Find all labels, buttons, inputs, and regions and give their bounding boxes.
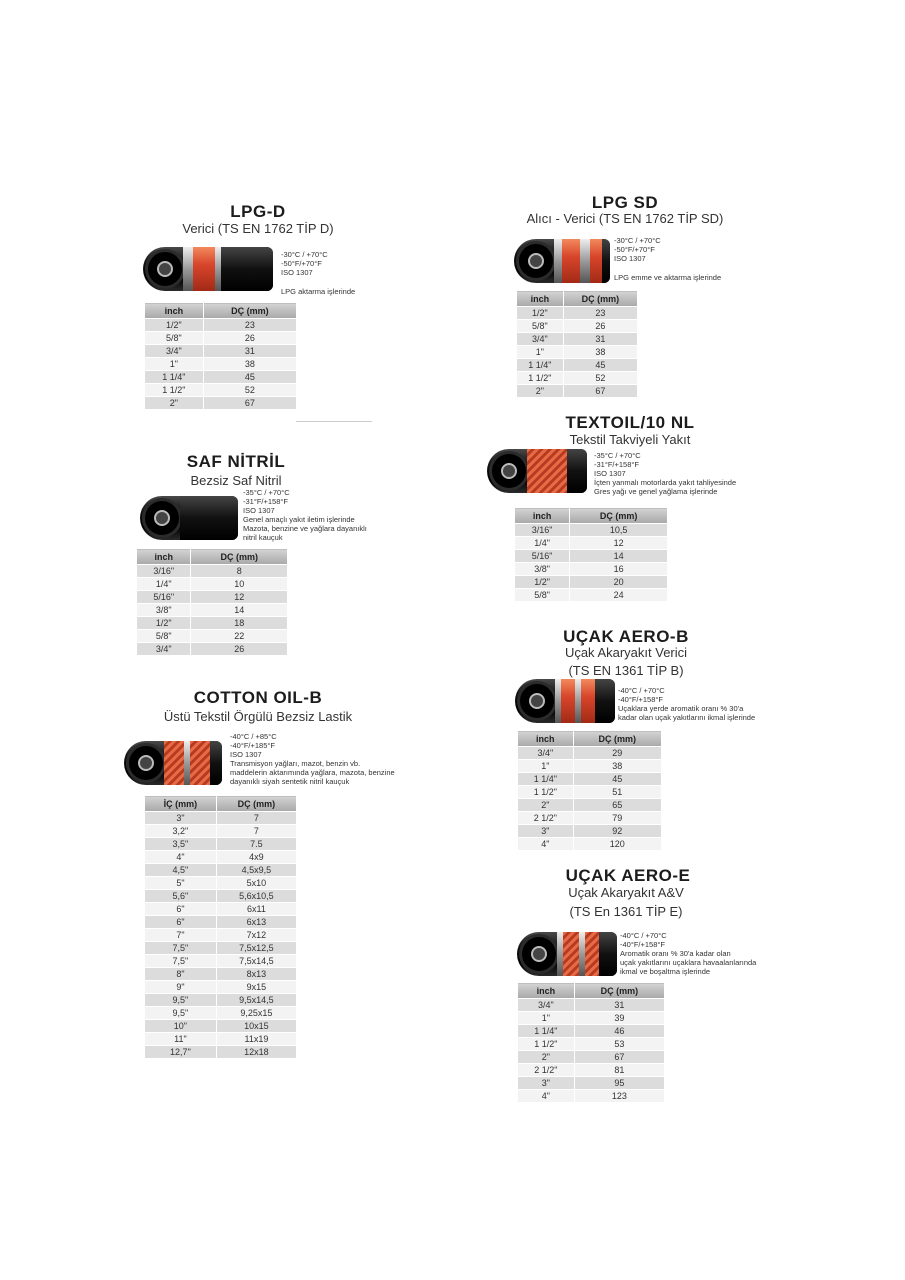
textoil-hose-image bbox=[487, 449, 587, 493]
table-row bbox=[518, 1064, 665, 1077]
size-cell: 1" bbox=[518, 1012, 575, 1025]
cotton-oil-table bbox=[144, 795, 297, 1059]
table-row bbox=[145, 1046, 297, 1059]
outer-diameter-cell: 95 bbox=[574, 1077, 664, 1090]
size-cell: 1 1/4" bbox=[517, 359, 564, 372]
table-row bbox=[145, 929, 297, 942]
size-cell: 3" bbox=[518, 1077, 575, 1090]
size-cell: 5/16" bbox=[137, 591, 191, 604]
table-row bbox=[137, 604, 288, 617]
cotton-oil-hose-image bbox=[124, 741, 222, 785]
size-cell: 1 1/2" bbox=[518, 786, 574, 799]
outer-diameter-cell: 9,25x15 bbox=[216, 1007, 296, 1020]
size-cell: 1" bbox=[517, 346, 564, 359]
size-cell: 3/4" bbox=[137, 643, 191, 656]
size-cell: 1 1/2" bbox=[517, 372, 564, 385]
table-row bbox=[137, 578, 288, 591]
column-header-size: inch bbox=[515, 508, 570, 524]
size-cell: 4" bbox=[518, 838, 574, 851]
lpg-sd-hose-image bbox=[514, 239, 610, 283]
lpg-sd-specs: -30°C / +70°C -50°F/+70°F ISO 1307 bbox=[614, 236, 661, 263]
table-row bbox=[518, 1051, 665, 1064]
outer-diameter-cell: 67 bbox=[574, 1051, 664, 1064]
table-row bbox=[517, 307, 638, 320]
table-row bbox=[145, 890, 297, 903]
table-row bbox=[145, 955, 297, 968]
lpg-sd-usage: LPG emme ve aktarma işlerinde bbox=[614, 273, 722, 282]
size-cell: 3,5" bbox=[145, 838, 217, 851]
outer-diameter-cell: 7,5x12,5 bbox=[216, 942, 296, 955]
textoil-subtitle: Tekstil Takviyeli Yakıt bbox=[569, 432, 691, 447]
table-row bbox=[515, 537, 668, 550]
outer-diameter-cell: 123 bbox=[574, 1090, 664, 1103]
aero-b-hose-image bbox=[515, 679, 615, 723]
outer-diameter-cell: 45 bbox=[573, 773, 661, 786]
table-row bbox=[137, 630, 288, 643]
size-cell: 7,5" bbox=[145, 955, 217, 968]
outer-diameter-cell: 24 bbox=[570, 589, 668, 602]
size-cell: 5" bbox=[145, 877, 217, 890]
size-cell: 1 1/2" bbox=[145, 384, 204, 397]
table-row bbox=[145, 1020, 297, 1033]
outer-diameter-cell: 38 bbox=[573, 760, 661, 773]
outer-diameter-cell: 26 bbox=[203, 332, 296, 345]
column-header-outer-diameter: DÇ (mm) bbox=[563, 291, 637, 307]
outer-diameter-cell: 26 bbox=[563, 320, 637, 333]
outer-diameter-cell: 92 bbox=[573, 825, 661, 838]
size-cell: 8" bbox=[145, 968, 217, 981]
table-header-row bbox=[137, 549, 288, 565]
size-cell: 2" bbox=[517, 385, 564, 398]
size-cell: 4" bbox=[518, 1090, 575, 1103]
outer-diameter-cell: 16 bbox=[570, 563, 668, 576]
table-row bbox=[518, 799, 662, 812]
table-row bbox=[145, 384, 297, 397]
table-row bbox=[517, 333, 638, 346]
table-row bbox=[145, 916, 297, 929]
table-row bbox=[145, 1007, 297, 1020]
outer-diameter-cell: 51 bbox=[573, 786, 661, 799]
outer-diameter-cell: 6x13 bbox=[216, 916, 296, 929]
textoil-specs: -35°C / +70°C -31°F/+158°F ISO 1307 İçten yanmalı motorlarda yakıt tahliyesinde Gres yağı ve genel yağlama işlerinde bbox=[594, 451, 737, 496]
outer-diameter-cell: 18 bbox=[191, 617, 288, 630]
outer-diameter-cell: 7x12 bbox=[216, 929, 296, 942]
table-row bbox=[517, 359, 638, 372]
table-row bbox=[145, 851, 297, 864]
outer-diameter-cell: 14 bbox=[191, 604, 288, 617]
table-row bbox=[518, 838, 662, 851]
saf-nitril-table bbox=[136, 548, 288, 656]
column-header-outer-diameter: DÇ (mm) bbox=[203, 303, 296, 319]
table-row bbox=[145, 812, 297, 825]
table-row bbox=[137, 591, 288, 604]
outer-diameter-cell: 22 bbox=[191, 630, 288, 643]
table-header-row bbox=[518, 983, 665, 999]
outer-diameter-cell: 31 bbox=[203, 345, 296, 358]
column-header-outer-diameter: DÇ (mm) bbox=[570, 508, 668, 524]
column-header-outer-diameter: DÇ (mm) bbox=[573, 731, 661, 747]
outer-diameter-cell: 12 bbox=[570, 537, 668, 550]
aero-e-table bbox=[517, 982, 665, 1103]
column-header-outer-diameter: DÇ (mm) bbox=[216, 796, 296, 812]
size-cell: 4,5" bbox=[145, 864, 217, 877]
table-row bbox=[517, 346, 638, 359]
column-header-size: inch bbox=[137, 549, 191, 565]
outer-diameter-cell: 8 bbox=[191, 565, 288, 578]
table-row bbox=[145, 345, 297, 358]
size-cell: 1 1/2" bbox=[518, 1038, 575, 1051]
outer-diameter-cell: 120 bbox=[573, 838, 661, 851]
table-row bbox=[518, 773, 662, 786]
size-cell: 5/8" bbox=[145, 332, 204, 345]
outer-diameter-cell: 81 bbox=[574, 1064, 664, 1077]
table-row bbox=[518, 1090, 665, 1103]
column-header-size: inch bbox=[518, 731, 574, 747]
outer-diameter-cell: 26 bbox=[191, 643, 288, 656]
table-row bbox=[145, 332, 297, 345]
saf-nitril-specs: -35°C / +70°C -31°F/+158°F ISO 1307 Genel amaçlı yakıt iletim işlerinde Mazota, benzine ve yağlara dayanıklı nitril kauçuk bbox=[243, 488, 367, 542]
outer-diameter-cell: 7.5 bbox=[216, 838, 296, 851]
size-cell: 3/8" bbox=[515, 563, 570, 576]
table-header-row bbox=[145, 796, 297, 812]
aero-b-specs: -40°C / +70°C -40°F/+158°F Uçaklara yerde aromatik oranı % 30'a kadar olan uçak yakıtlarını ikmal işlerinde bbox=[618, 686, 756, 722]
outer-diameter-cell: 10,5 bbox=[570, 524, 668, 537]
outer-diameter-cell: 8x13 bbox=[216, 968, 296, 981]
saf-nitril-title: SAF NİTRİL bbox=[186, 452, 286, 471]
outer-diameter-cell: 4x9 bbox=[216, 851, 296, 864]
outer-diameter-cell: 45 bbox=[203, 371, 296, 384]
table-header-row bbox=[515, 508, 668, 524]
size-cell: 1/4" bbox=[515, 537, 570, 550]
size-cell: 5/8" bbox=[517, 320, 564, 333]
table-row bbox=[145, 319, 297, 332]
outer-diameter-cell: 67 bbox=[563, 385, 637, 398]
aero-e-title: UÇAK AERO-E bbox=[565, 866, 691, 885]
table-row bbox=[145, 981, 297, 994]
table-row bbox=[518, 999, 665, 1012]
size-cell: 3/4" bbox=[518, 747, 574, 760]
table-row bbox=[145, 358, 297, 371]
size-cell: 9" bbox=[145, 981, 217, 994]
table-header-row bbox=[517, 291, 638, 307]
cotton-oil-specs: -40°C / +85°C -40°F/+185°F ISO 1307 Transmisyon yağları, mazot, benzin vb. maddelerin aktarımında yağlara, mazota, benzine dayanıklı siyah sentetik nitril kauçuk bbox=[230, 732, 395, 786]
lpg-sd-title: LPG SD bbox=[591, 193, 659, 212]
size-cell: 6" bbox=[145, 916, 217, 929]
size-cell: 3/16" bbox=[137, 565, 191, 578]
table-row bbox=[515, 589, 668, 602]
size-cell: 3/16" bbox=[515, 524, 570, 537]
size-cell: 5/8" bbox=[515, 589, 570, 602]
size-cell: 1 1/4" bbox=[518, 773, 574, 786]
textoil-table bbox=[514, 507, 668, 602]
table-row bbox=[518, 747, 662, 760]
cotton-oil-subtitle: Üstü Tekstil Örgülü Bezsiz Lastik bbox=[163, 709, 353, 724]
divider bbox=[296, 421, 372, 422]
saf-nitril-hose-image bbox=[140, 496, 238, 540]
table-row bbox=[145, 371, 297, 384]
outer-diameter-cell: 10 bbox=[191, 578, 288, 591]
table-row bbox=[145, 994, 297, 1007]
size-cell: 3/4" bbox=[518, 999, 575, 1012]
column-header-size: İÇ (mm) bbox=[145, 796, 217, 812]
size-cell: 3/4" bbox=[145, 345, 204, 358]
size-cell: 1" bbox=[518, 760, 574, 773]
table-row bbox=[145, 825, 297, 838]
outer-diameter-cell: 31 bbox=[574, 999, 664, 1012]
outer-diameter-cell: 6x11 bbox=[216, 903, 296, 916]
size-cell: 2" bbox=[518, 799, 574, 812]
table-row bbox=[137, 643, 288, 656]
table-row bbox=[518, 812, 662, 825]
outer-diameter-cell: 7 bbox=[216, 812, 296, 825]
outer-diameter-cell: 38 bbox=[563, 346, 637, 359]
lpg-d-usage: LPG aktarma işlerinde bbox=[281, 287, 356, 296]
table-row bbox=[145, 838, 297, 851]
outer-diameter-cell: 20 bbox=[570, 576, 668, 589]
table-row bbox=[518, 1025, 665, 1038]
outer-diameter-cell: 9x15 bbox=[216, 981, 296, 994]
outer-diameter-cell: 12x18 bbox=[216, 1046, 296, 1059]
table-row bbox=[145, 1033, 297, 1046]
textoil-title: TEXTOIL/10 NL bbox=[565, 413, 695, 432]
table-row bbox=[145, 942, 297, 955]
size-cell: 12,7" bbox=[145, 1046, 217, 1059]
lpg-sd-subtitle: Alıcı - Verici (TS EN 1762 TİP SD) bbox=[526, 211, 724, 226]
outer-diameter-cell: 7 bbox=[216, 825, 296, 838]
outer-diameter-cell: 10x15 bbox=[216, 1020, 296, 1033]
table-row bbox=[145, 397, 297, 410]
lpg-d-table bbox=[144, 302, 297, 410]
size-cell: 2" bbox=[145, 397, 204, 410]
outer-diameter-cell: 12 bbox=[191, 591, 288, 604]
outer-diameter-cell: 31 bbox=[563, 333, 637, 346]
cotton-oil-title: COTTON OIL-B bbox=[193, 688, 323, 707]
outer-diameter-cell: 45 bbox=[563, 359, 637, 372]
size-cell: 2" bbox=[518, 1051, 575, 1064]
size-cell: 1/2" bbox=[137, 617, 191, 630]
size-cell: 3/4" bbox=[517, 333, 564, 346]
table-row bbox=[518, 786, 662, 799]
outer-diameter-cell: 65 bbox=[573, 799, 661, 812]
table-row bbox=[517, 320, 638, 333]
lpg-d-subtitle: Verici (TS EN 1762 TİP D) bbox=[182, 221, 334, 236]
lpg-sd-table bbox=[516, 290, 638, 398]
aero-e-subtitle-2: (TS En 1361 TİP E) bbox=[569, 904, 683, 919]
size-cell: 6" bbox=[145, 903, 217, 916]
size-cell: 3/8" bbox=[137, 604, 191, 617]
column-header-outer-diameter: DÇ (mm) bbox=[574, 983, 664, 999]
outer-diameter-cell: 52 bbox=[563, 372, 637, 385]
aero-b-subtitle-2: (TS EN 1361 TİP B) bbox=[568, 663, 684, 678]
column-header-size: inch bbox=[517, 291, 564, 307]
size-cell: 9,5" bbox=[145, 1007, 217, 1020]
size-cell: 10" bbox=[145, 1020, 217, 1033]
outer-diameter-cell: 52 bbox=[203, 384, 296, 397]
size-cell: 5/8" bbox=[137, 630, 191, 643]
size-cell: 1/4" bbox=[137, 578, 191, 591]
aero-b-title: UÇAK AERO-B bbox=[563, 627, 689, 646]
size-cell: 1 1/4" bbox=[145, 371, 204, 384]
outer-diameter-cell: 14 bbox=[570, 550, 668, 563]
size-cell: 5/16" bbox=[515, 550, 570, 563]
column-header-size: inch bbox=[145, 303, 204, 319]
table-row bbox=[145, 864, 297, 877]
table-row bbox=[145, 877, 297, 890]
outer-diameter-cell: 7,5x14,5 bbox=[216, 955, 296, 968]
table-header-row bbox=[145, 303, 297, 319]
table-row bbox=[518, 1038, 665, 1051]
column-header-size: inch bbox=[518, 983, 575, 999]
size-cell: 3" bbox=[145, 812, 217, 825]
outer-diameter-cell: 11x19 bbox=[216, 1033, 296, 1046]
size-cell: 1/2" bbox=[515, 576, 570, 589]
size-cell: 3,2" bbox=[145, 825, 217, 838]
outer-diameter-cell: 67 bbox=[203, 397, 296, 410]
saf-nitril-subtitle: Bezsiz Saf Nitril bbox=[190, 473, 282, 488]
size-cell: 1/2" bbox=[517, 307, 564, 320]
size-cell: 2 1/2" bbox=[518, 812, 574, 825]
table-row bbox=[137, 565, 288, 578]
column-header-outer-diameter: DÇ (mm) bbox=[191, 549, 288, 565]
table-row bbox=[515, 576, 668, 589]
outer-diameter-cell: 23 bbox=[203, 319, 296, 332]
table-row bbox=[517, 385, 638, 398]
outer-diameter-cell: 46 bbox=[574, 1025, 664, 1038]
outer-diameter-cell: 23 bbox=[563, 307, 637, 320]
table-row bbox=[515, 524, 668, 537]
aero-e-subtitle-1: Uçak Akaryakıt A&V bbox=[568, 885, 684, 900]
outer-diameter-cell: 38 bbox=[203, 358, 296, 371]
table-row bbox=[518, 825, 662, 838]
size-cell: 9,5" bbox=[145, 994, 217, 1007]
aero-e-specs: -40°C / +70°C -40°F/+158°F Aromatik oranı % 30'a kadar olan uçak yakıtlarını uçaklara havaalanlarında ikmal ve boşaltma işlerinde bbox=[620, 931, 757, 976]
aero-e-hose-image bbox=[517, 932, 617, 976]
aero-b-subtitle-1: Uçak Akaryakıt Verici bbox=[564, 645, 688, 660]
outer-diameter-cell: 79 bbox=[573, 812, 661, 825]
table-header-row bbox=[518, 731, 662, 747]
size-cell: 4" bbox=[145, 851, 217, 864]
outer-diameter-cell: 29 bbox=[573, 747, 661, 760]
outer-diameter-cell: 4,5x9,5 bbox=[216, 864, 296, 877]
table-row bbox=[515, 550, 668, 563]
size-cell: 2 1/2" bbox=[518, 1064, 575, 1077]
table-row bbox=[145, 968, 297, 981]
table-row bbox=[515, 563, 668, 576]
outer-diameter-cell: 9,5x14,5 bbox=[216, 994, 296, 1007]
size-cell: 7,5" bbox=[145, 942, 217, 955]
size-cell: 5,6" bbox=[145, 890, 217, 903]
outer-diameter-cell: 53 bbox=[574, 1038, 664, 1051]
table-row bbox=[145, 903, 297, 916]
lpg-d-hose-image bbox=[143, 247, 273, 291]
aero-b-table bbox=[517, 730, 662, 851]
size-cell: 1" bbox=[145, 358, 204, 371]
outer-diameter-cell: 5x10 bbox=[216, 877, 296, 890]
table-row bbox=[517, 372, 638, 385]
size-cell: 1/2" bbox=[145, 319, 204, 332]
outer-diameter-cell: 39 bbox=[574, 1012, 664, 1025]
table-row bbox=[137, 617, 288, 630]
table-row bbox=[518, 760, 662, 773]
size-cell: 7" bbox=[145, 929, 217, 942]
outer-diameter-cell: 5,6x10,5 bbox=[216, 890, 296, 903]
size-cell: 1 1/4" bbox=[518, 1025, 575, 1038]
table-row bbox=[518, 1077, 665, 1090]
size-cell: 11" bbox=[145, 1033, 217, 1046]
size-cell: 3" bbox=[518, 825, 574, 838]
table-row bbox=[518, 1012, 665, 1025]
lpg-d-title: LPG-D bbox=[230, 202, 286, 221]
lpg-d-specs: -30°C / +70°C -50°F/+70°F ISO 1307 bbox=[281, 250, 328, 277]
